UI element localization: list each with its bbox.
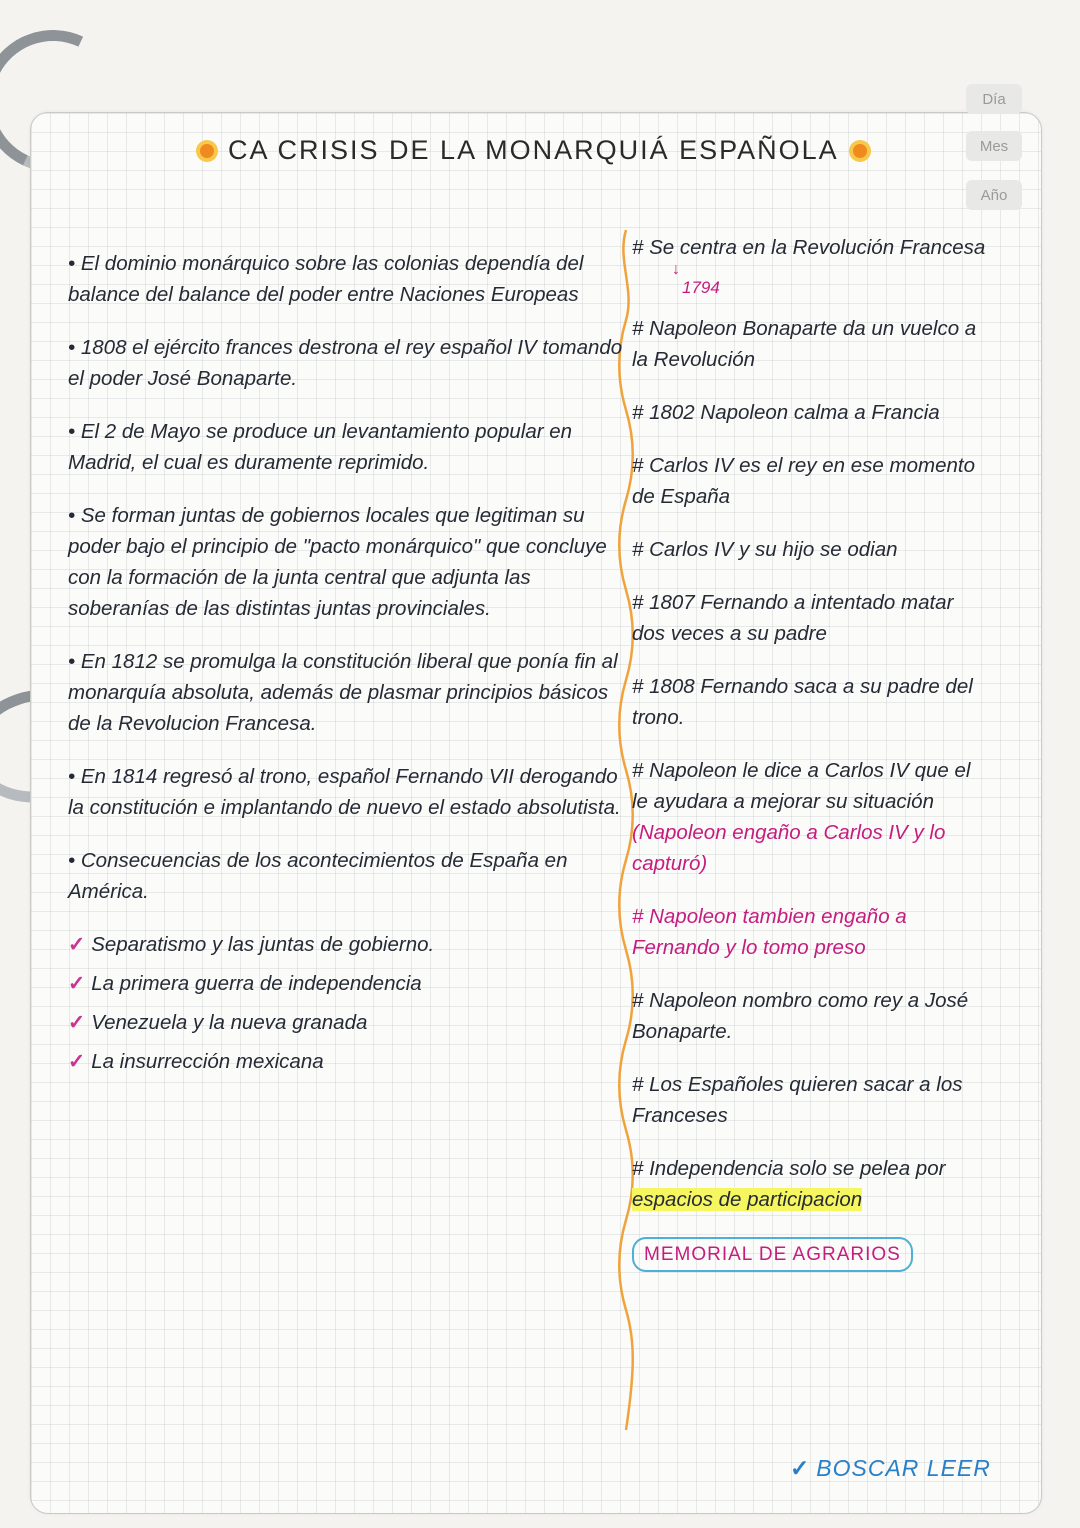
check-icon: ✓ xyxy=(68,933,86,956)
bullet-dot-icon xyxy=(200,144,214,158)
note-item: • 1808 el ejército frances destrona el rey español IV tomando el poder José Bonaparte. xyxy=(68,336,623,390)
check-item: ✓ Venezuela y la nueva granada xyxy=(68,1011,368,1034)
side-note: # Carlos IV es el rey en ese momento de España xyxy=(632,454,975,508)
note-item: • Consecuencias de los acontecimientos de España en América. xyxy=(68,849,568,903)
bottom-reminder: ✓ BOSCAR LEER xyxy=(790,1455,991,1481)
check-icon: ✓ xyxy=(790,1455,811,1481)
check-icon: ✓ xyxy=(68,972,86,995)
check-item: ✓ Separatismo y las juntas de gobierno. xyxy=(68,933,435,956)
note-item: • En 1814 regresó al trono, español Fernando VII derogando la constitución e implantando de nuevo el estado absolutista. xyxy=(68,765,621,819)
check-item: ✓ La insurrección mexicana xyxy=(68,1050,324,1073)
side-note-aside: (Napoleon engaño a Carlos IV y lo capturó) xyxy=(632,821,946,875)
down-arrow-icon: ↓ xyxy=(672,261,680,278)
side-note: # 1808 Fernando saca a su padre del trono. xyxy=(632,675,973,729)
side-note-year: 1794 xyxy=(682,278,720,297)
bullet-dot-icon xyxy=(853,144,867,158)
side-note: # Se centra en la Revolución Francesa xyxy=(632,236,986,259)
side-note: # Los Españoles quieren sacar a los Franceses xyxy=(632,1073,963,1127)
check-icon: ✓ xyxy=(68,1050,86,1073)
tab-mes: Mes xyxy=(966,131,1022,161)
check-item: ✓ La primera guerra de independencia xyxy=(68,972,422,995)
tab-ano: Año xyxy=(966,180,1022,210)
side-note: # Independencia solo se pelea por espacios de participacion xyxy=(632,1157,946,1211)
page-title xyxy=(200,135,900,166)
right-column xyxy=(632,232,992,1272)
side-note: # Napoleon le dice a Carlos IV que el le ayudara a mejorar su situación xyxy=(632,759,971,813)
note-item: • Se forman juntas de gobiernos locales que legitiman su poder bajo el principio de "pacto monárquico" que concluye con la formación de la junta central que adjunta las soberanías de las distintas juntas provinciales. xyxy=(68,504,607,620)
check-icon: ✓ xyxy=(68,1011,86,1034)
note-item: • En 1812 se promulga la constitución liberal que ponía fin al monarquía absoluta, además de plasmar principios básicos de la Revolucion Francesa. xyxy=(68,650,618,735)
memorial-tag: MEMORIAL DE AGRARIOS xyxy=(632,1237,913,1272)
side-note: # Napoleon nombro como rey a José Bonaparte. xyxy=(632,989,969,1043)
highlighted-text: espacios de participacion xyxy=(632,1188,863,1211)
left-column xyxy=(68,248,628,1085)
side-note: # 1807 Fernando a intentado matar dos veces a su padre xyxy=(632,591,954,645)
side-note: # 1802 Napoleon calma a Francia xyxy=(632,401,940,424)
side-note: # Napoleon tambien engaño a Fernando y lo tomo preso xyxy=(632,905,907,959)
side-note: # Napoleon Bonaparte da un vuelco a la Revolución xyxy=(632,317,977,371)
title-text: CA CRISIS DE LA MONARQUIÁ ESPAÑOLA xyxy=(228,135,839,165)
side-note: # Carlos IV y su hijo se odian xyxy=(632,538,898,561)
note-item: • El 2 de Mayo se produce un levantamiento popular en Madrid, el cual es duramente reprimido. xyxy=(68,420,573,474)
note-item: • El dominio monárquico sobre las colonias dependía del balance del balance del poder entre Naciones Europeas xyxy=(68,252,584,306)
tab-dia: Día xyxy=(966,84,1022,114)
